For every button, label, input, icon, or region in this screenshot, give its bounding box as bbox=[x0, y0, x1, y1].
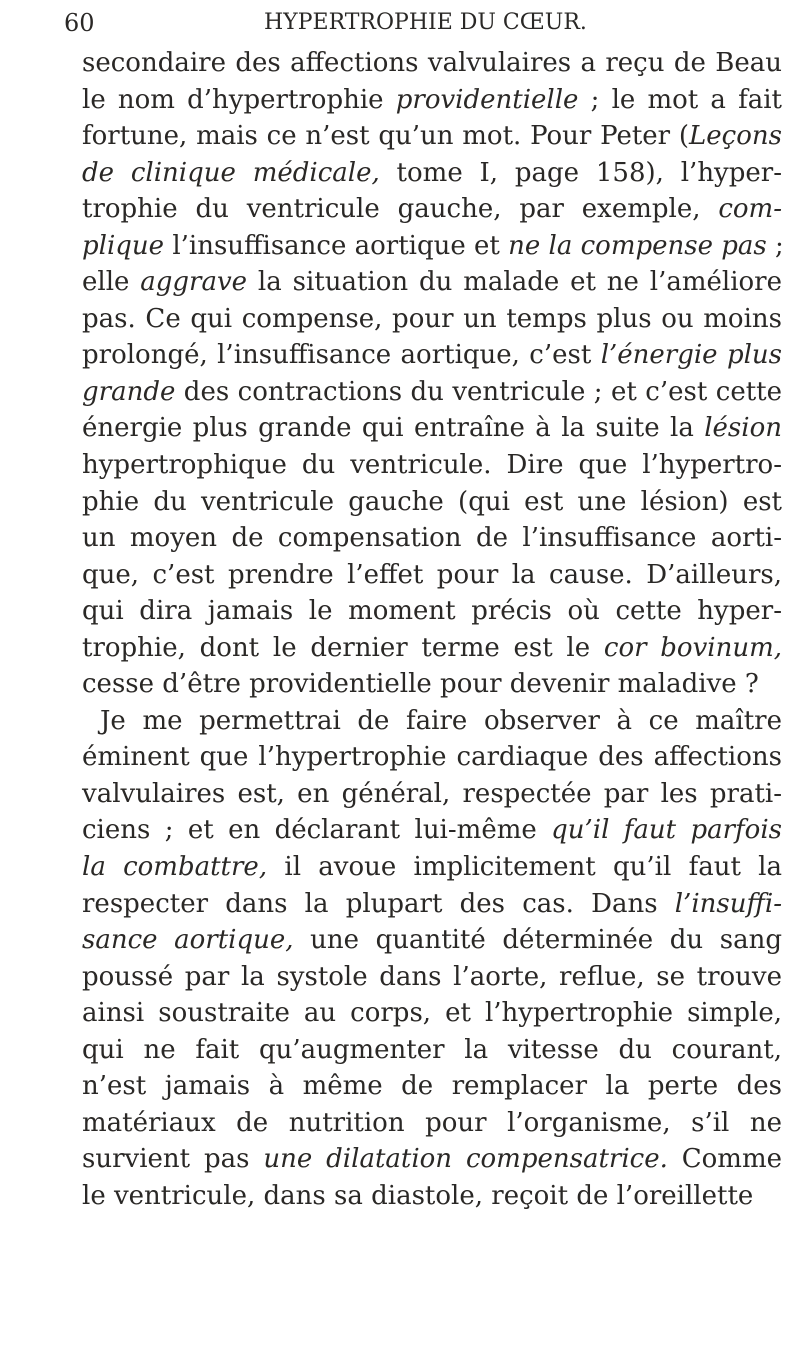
text-line bbox=[82, 155, 782, 192]
text-segment: il avoue implicitement qu’il faut la bbox=[267, 852, 782, 883]
text-line bbox=[82, 776, 782, 813]
body-text bbox=[82, 45, 782, 1215]
text-segment: prolongé, l’insuffisance aortique, c’est bbox=[82, 340, 601, 371]
text-line bbox=[82, 1105, 782, 1142]
text-line bbox=[82, 301, 782, 338]
text-segment: trophie du ventricule gauche, par exemple, bbox=[82, 194, 719, 225]
page-number: 60 bbox=[64, 9, 95, 37]
text-line bbox=[82, 447, 782, 484]
italic-text: ne la compense pas bbox=[508, 230, 767, 261]
text-line bbox=[82, 922, 782, 959]
text-segment: trophie, dont le dernier terme est le bbox=[82, 632, 604, 663]
text-line bbox=[82, 1141, 782, 1178]
text-line bbox=[82, 1178, 782, 1215]
italic-text: providentielle bbox=[395, 84, 579, 115]
running-head: HYPERTROPHIE DU CŒUR. bbox=[264, 10, 587, 35]
text-segment: poussé par la systole dans l’aorte, reflue, se trouve bbox=[82, 961, 782, 992]
text-line bbox=[82, 374, 782, 411]
italic-text: cor bovinum, bbox=[603, 632, 782, 663]
text-segment: la situation du malade et ne l’améliore bbox=[247, 267, 782, 298]
italic-text: qu’il faut parfois bbox=[551, 815, 782, 846]
text-segment: ; bbox=[766, 230, 784, 261]
text-line bbox=[82, 484, 782, 521]
italic-text: aggrave bbox=[140, 267, 248, 298]
text-segment: l’insuffisance aortique et bbox=[164, 230, 509, 261]
text-line bbox=[82, 520, 782, 557]
text-line bbox=[82, 703, 782, 740]
text-line bbox=[82, 995, 782, 1032]
text-segment: valvulaires est, en général, respectée par les prati- bbox=[82, 778, 782, 809]
text-segment: n’est jamais à même de remplacer la perte des bbox=[82, 1071, 782, 1102]
text-segment: tome I, page 158), l’hyper- bbox=[379, 157, 782, 188]
text-line bbox=[82, 228, 782, 265]
text-line bbox=[82, 191, 782, 228]
text-segment: cesse d’être providentielle pour devenir maladive ? bbox=[82, 669, 759, 700]
text-line bbox=[82, 45, 782, 82]
text-segment: énergie plus grande qui entraîne à la suite la bbox=[82, 413, 705, 444]
text-segment: ainsi soustraite au corps, et l’hypertrophie simple, bbox=[82, 998, 782, 1029]
italic-text: la combattre, bbox=[82, 852, 268, 883]
text-line bbox=[82, 959, 782, 996]
text-segment: Comme bbox=[667, 1144, 783, 1175]
italic-text: l’insuffi- bbox=[674, 888, 782, 919]
text-line bbox=[82, 1068, 782, 1105]
text-segment: le ventricule, dans sa diastole, reçoit de l’oreillette bbox=[82, 1180, 754, 1211]
italic-text: com- bbox=[718, 194, 782, 225]
italic-text: de clinique médicale, bbox=[82, 157, 380, 188]
italic-text: une dilatation compensatrice. bbox=[263, 1144, 668, 1175]
text-segment: survient pas bbox=[82, 1144, 264, 1175]
text-line bbox=[82, 593, 782, 630]
text-segment: secondaire des affections valvulaires a reçu de Beau bbox=[82, 48, 782, 78]
text-segment: Je me permettrai de faire observer à ce maître bbox=[100, 705, 782, 736]
italic-text: l’énergie plus bbox=[600, 340, 782, 371]
text-line bbox=[82, 82, 782, 119]
italic-text: lésion bbox=[704, 413, 782, 444]
text-line bbox=[82, 337, 782, 374]
text-line bbox=[82, 812, 782, 849]
text-segment: respecter dans la plupart des cas. Dans bbox=[82, 888, 675, 919]
text-line bbox=[82, 630, 782, 667]
text-segment: des contractions du ventricule ; et c’est cette bbox=[175, 376, 782, 407]
text-line bbox=[82, 264, 782, 301]
text-segment: que, c’est prendre l’effet pour la cause. D’ailleurs, bbox=[82, 559, 782, 590]
text-segment: pas. Ce qui compense, pour un temps plus ou moins bbox=[82, 303, 782, 334]
text-segment: une quantité déterminée du sang bbox=[293, 925, 782, 956]
italic-text: plique bbox=[82, 230, 165, 261]
text-segment: un moyen de compensation de l’insuffisance aorti- bbox=[82, 523, 782, 554]
text-line bbox=[82, 410, 782, 447]
text-segment: matériaux de nutrition pour l’organisme, s’il ne bbox=[82, 1107, 782, 1138]
text-segment: éminent que l’hypertrophie cardiaque des affections bbox=[82, 742, 782, 773]
text-segment: elle bbox=[82, 267, 141, 298]
text-segment: phie du ventricule gauche (qui est une lésion) est bbox=[82, 486, 782, 517]
text-line bbox=[82, 118, 782, 155]
text-line bbox=[82, 849, 782, 886]
italic-text: sance aortique, bbox=[82, 925, 294, 956]
italic-text: grande bbox=[82, 376, 176, 407]
italic-text: Leçons bbox=[689, 121, 782, 152]
text-line bbox=[82, 886, 782, 923]
page-header bbox=[64, 8, 764, 38]
text-line bbox=[82, 666, 782, 703]
text-segment: le nom d’hypertrophie bbox=[82, 84, 396, 115]
text-line bbox=[82, 739, 782, 776]
text-segment: qui dira jamais le moment précis où cette hyper- bbox=[82, 596, 782, 627]
text-segment: hypertrophique du ventricule. Dire que l’hypertro- bbox=[82, 450, 782, 481]
text-line bbox=[82, 1032, 782, 1069]
text-segment: qui ne fait qu’augmenter la vitesse du courant, bbox=[82, 1034, 782, 1065]
text-segment: ciens ; et en déclarant lui-même bbox=[82, 815, 552, 846]
text-line bbox=[82, 557, 782, 594]
text-segment: fortune, mais ce n’est qu’un mot. Pour Peter ( bbox=[82, 121, 690, 152]
text-segment: ; le mot a fait bbox=[578, 84, 782, 115]
